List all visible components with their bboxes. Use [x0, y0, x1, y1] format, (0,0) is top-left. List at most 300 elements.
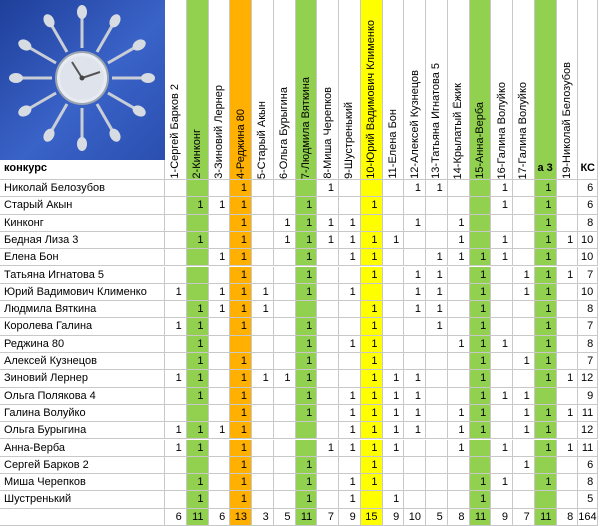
- score-cell: [535, 491, 557, 508]
- score-cell: [317, 422, 339, 439]
- score-cell: [209, 457, 231, 474]
- row-name: Зиновий Лернер: [0, 370, 165, 387]
- score-cell: [426, 336, 448, 353]
- score-cell: [187, 249, 209, 266]
- score-cell: 1: [230, 457, 252, 474]
- score-cell: 1: [339, 284, 361, 301]
- score-cell: 1: [448, 405, 470, 422]
- score-cell: [296, 440, 318, 457]
- column-header[interactable]: [491, 0, 513, 180]
- column-header-label: 11-Елена Бон: [386, 109, 399, 179]
- score-cell: [404, 457, 426, 474]
- score-cell: 1: [426, 301, 448, 318]
- score-cell: 8: [578, 474, 598, 491]
- column-header-label: 17-Галина Волуйко: [517, 81, 530, 179]
- score-cell: 1: [187, 301, 209, 318]
- column-header-label: 14-Крылатый Ёжик: [452, 82, 465, 179]
- column-header-label: 16-Галина Волуйко: [495, 81, 508, 179]
- score-cell: 1: [535, 370, 557, 387]
- score-cell: 1: [339, 474, 361, 491]
- column-header-label: 2-Кинконг: [191, 129, 204, 179]
- score-cell: [317, 388, 339, 405]
- score-cell: [448, 388, 470, 405]
- score-cell: 1: [361, 388, 383, 405]
- score-cell: [383, 474, 405, 491]
- score-cell: 1: [230, 215, 252, 232]
- score-cell: [361, 491, 383, 508]
- column-header[interactable]: [448, 0, 470, 180]
- score-cell: 1: [296, 267, 318, 284]
- score-cell: 1: [209, 422, 231, 439]
- total-cell: 13: [230, 509, 252, 526]
- score-cell: 1: [404, 267, 426, 284]
- column-header[interactable]: [252, 0, 274, 180]
- score-cell: 1: [361, 336, 383, 353]
- score-cell: [383, 267, 405, 284]
- score-cell: 1: [470, 336, 492, 353]
- score-cell: [274, 284, 296, 301]
- score-cell: 7: [578, 267, 598, 284]
- total-cell: 7: [513, 509, 535, 526]
- score-cell: 1: [209, 197, 231, 214]
- score-cell: 1: [165, 422, 187, 439]
- score-cell: 1: [209, 284, 231, 301]
- row-name: Елена Бон: [0, 249, 165, 266]
- total-cell: 11: [296, 509, 318, 526]
- score-cell: 1: [296, 405, 318, 422]
- score-cell: 1: [230, 405, 252, 422]
- score-cell: [448, 267, 470, 284]
- row-name: Анна-Верба: [0, 440, 165, 457]
- row-name: Ольга Бурыгина: [0, 422, 165, 439]
- total-cell: 10: [404, 509, 426, 526]
- score-cell: [383, 197, 405, 214]
- score-cell: [513, 215, 535, 232]
- score-cell: 10: [578, 232, 598, 249]
- column-header[interactable]: [296, 0, 318, 180]
- score-cell: 1: [470, 267, 492, 284]
- score-cell: [361, 180, 383, 197]
- score-cell: 1: [404, 301, 426, 318]
- score-cell: [274, 301, 296, 318]
- score-cell: 1: [470, 249, 492, 266]
- score-cell: [383, 249, 405, 266]
- score-cell: 1: [513, 457, 535, 474]
- score-cell: [274, 422, 296, 439]
- score-cell: [252, 440, 274, 457]
- score-cell: [426, 457, 448, 474]
- column-header-label: 6-Ольга Бурыгина: [278, 86, 291, 179]
- score-cell: 1: [187, 422, 209, 439]
- score-cell: 1: [187, 197, 209, 214]
- score-cell: [448, 318, 470, 335]
- score-cell: [165, 301, 187, 318]
- score-cell: 1: [383, 370, 405, 387]
- score-cell: [513, 232, 535, 249]
- score-cell: 1: [317, 440, 339, 457]
- score-cell: 10: [578, 249, 598, 266]
- score-cell: [470, 197, 492, 214]
- row-name: Сергей Барков 2: [0, 457, 165, 474]
- column-header[interactable]: [513, 0, 535, 180]
- column-header[interactable]: [230, 0, 252, 180]
- score-cell: [252, 197, 274, 214]
- column-header[interactable]: [535, 0, 557, 180]
- score-cell: [209, 232, 231, 249]
- score-cell: [491, 318, 513, 335]
- score-cell: [513, 180, 535, 197]
- score-cell: 1: [187, 353, 209, 370]
- score-cell: 1: [535, 440, 557, 457]
- score-cell: [383, 353, 405, 370]
- score-cell: 1: [252, 284, 274, 301]
- score-cell: [209, 440, 231, 457]
- score-cell: 1: [296, 474, 318, 491]
- score-cell: [252, 336, 274, 353]
- clock-icon: [0, 0, 165, 160]
- score-cell: 1: [491, 388, 513, 405]
- score-cell: 1: [230, 249, 252, 266]
- score-cell: 1: [535, 215, 557, 232]
- score-cell: [317, 197, 339, 214]
- score-cell: [535, 457, 557, 474]
- column-header[interactable]: [361, 0, 383, 180]
- score-cell: [165, 180, 187, 197]
- score-cell: [252, 491, 274, 508]
- score-cell: 1: [339, 388, 361, 405]
- score-cell: 1: [491, 180, 513, 197]
- score-cell: 1: [426, 249, 448, 266]
- score-cell: [470, 457, 492, 474]
- score-cell: [209, 405, 231, 422]
- score-cell: [404, 232, 426, 249]
- total-cell: 9: [339, 509, 361, 526]
- score-cell: [317, 301, 339, 318]
- score-cell: [426, 491, 448, 508]
- score-cell: [383, 180, 405, 197]
- score-cell: [448, 180, 470, 197]
- score-cell: [317, 353, 339, 370]
- score-cell: 1: [361, 232, 383, 249]
- score-cell: [252, 180, 274, 197]
- score-cell: [317, 457, 339, 474]
- column-header[interactable]: [339, 0, 361, 180]
- score-cell: [165, 215, 187, 232]
- column-header-label: 3-Зиновий Лернер: [212, 85, 225, 179]
- score-cell: [557, 388, 579, 405]
- score-cell: 1: [230, 370, 252, 387]
- score-cell: [274, 405, 296, 422]
- score-cell: 1: [165, 284, 187, 301]
- score-cell: 8: [578, 301, 598, 318]
- score-cell: 1: [296, 249, 318, 266]
- score-cell: 1: [470, 370, 492, 387]
- score-cell: [252, 318, 274, 335]
- score-cell: [252, 405, 274, 422]
- score-cell: 1: [274, 232, 296, 249]
- score-cell: 1: [513, 422, 535, 439]
- score-cell: 1: [230, 232, 252, 249]
- score-cell: 1: [187, 491, 209, 508]
- total-cell: 11: [187, 509, 209, 526]
- score-cell: [165, 405, 187, 422]
- score-cell: [404, 249, 426, 266]
- score-cell: [165, 197, 187, 214]
- score-cell: [448, 284, 470, 301]
- row-name: Николай Белозубов: [0, 180, 165, 197]
- score-cell: 1: [230, 388, 252, 405]
- score-cell: [339, 301, 361, 318]
- score-cell: 1: [361, 457, 383, 474]
- score-cell: 1: [470, 422, 492, 439]
- score-cell: [274, 336, 296, 353]
- row-name: Королева Галина: [0, 318, 165, 335]
- score-cell: [557, 197, 579, 214]
- score-cell: [209, 336, 231, 353]
- score-cell: 6: [578, 457, 598, 474]
- score-cell: 1: [383, 388, 405, 405]
- score-cell: [209, 215, 231, 232]
- score-cell: 1: [187, 388, 209, 405]
- score-cell: [383, 284, 405, 301]
- score-cell: [274, 388, 296, 405]
- score-cell: [296, 301, 318, 318]
- score-cell: 1: [361, 301, 383, 318]
- score-cell: [557, 422, 579, 439]
- score-cell: 1: [448, 422, 470, 439]
- score-cell: 1: [230, 491, 252, 508]
- score-cell: [470, 215, 492, 232]
- row-name: Юрий Вадимович Клименко: [0, 284, 165, 301]
- score-cell: 1: [296, 232, 318, 249]
- column-header-label: 13-Татьяна Игнатова 5: [430, 63, 443, 179]
- score-cell: [252, 388, 274, 405]
- score-cell: 1: [535, 180, 557, 197]
- score-cell: 1: [535, 232, 557, 249]
- score-cell: 1: [448, 249, 470, 266]
- column-header[interactable]: [404, 0, 426, 180]
- score-cell: [274, 249, 296, 266]
- row-name: Бедная Лиза 3: [0, 232, 165, 249]
- score-cell: 1: [296, 457, 318, 474]
- score-cell: [383, 301, 405, 318]
- totals-label: [0, 509, 165, 526]
- score-cell: 1: [448, 440, 470, 457]
- score-cell: [209, 474, 231, 491]
- score-cell: [383, 457, 405, 474]
- score-cell: [339, 353, 361, 370]
- score-cell: [426, 440, 448, 457]
- score-cell: 1: [535, 318, 557, 335]
- score-cell: [557, 215, 579, 232]
- score-cell: 1: [230, 301, 252, 318]
- score-cell: 1: [535, 353, 557, 370]
- score-cell: [252, 353, 274, 370]
- score-cell: [274, 474, 296, 491]
- score-cell: 1: [448, 336, 470, 353]
- score-cell: 1: [383, 491, 405, 508]
- column-header-label: а 3: [537, 162, 553, 174]
- score-cell: [470, 180, 492, 197]
- score-cell: 12: [578, 422, 598, 439]
- total-cell: 8: [557, 509, 579, 526]
- column-header[interactable]: [383, 0, 405, 180]
- score-cell: [557, 457, 579, 474]
- score-cell: [339, 370, 361, 387]
- score-cell: 1: [165, 318, 187, 335]
- column-header[interactable]: [187, 0, 209, 180]
- score-cell: [491, 353, 513, 370]
- score-cell: 1: [339, 491, 361, 508]
- score-cell: 1: [339, 215, 361, 232]
- score-cell: 1: [491, 197, 513, 214]
- score-cell: 1: [230, 318, 252, 335]
- score-cell: 1: [296, 353, 318, 370]
- score-cell: 1: [274, 215, 296, 232]
- score-cell: 8: [578, 336, 598, 353]
- score-cell: 5: [578, 491, 598, 508]
- score-cell: [252, 215, 274, 232]
- score-cell: [361, 284, 383, 301]
- score-cell: [383, 215, 405, 232]
- score-cell: [252, 457, 274, 474]
- score-cell: [165, 232, 187, 249]
- total-cell: 7: [317, 509, 339, 526]
- column-header-label: КС: [580, 162, 595, 174]
- score-cell: 1: [383, 232, 405, 249]
- total-cell: 6: [165, 509, 187, 526]
- score-cell: 1: [296, 215, 318, 232]
- score-cell: 1: [383, 422, 405, 439]
- total-cell: 11: [470, 509, 492, 526]
- score-cell: 9: [578, 388, 598, 405]
- score-cell: [557, 353, 579, 370]
- column-header[interactable]: [426, 0, 448, 180]
- score-cell: 1: [383, 440, 405, 457]
- column-header[interactable]: [557, 0, 579, 180]
- score-cell: 1: [513, 388, 535, 405]
- score-cell: [252, 422, 274, 439]
- score-cell: 1: [187, 232, 209, 249]
- score-cell: 1: [470, 284, 492, 301]
- score-cell: [448, 197, 470, 214]
- score-cell: 1: [230, 353, 252, 370]
- score-cell: [491, 422, 513, 439]
- score-cell: [491, 301, 513, 318]
- score-cell: 1: [252, 301, 274, 318]
- score-cell: [274, 318, 296, 335]
- score-cell: [230, 336, 252, 353]
- score-cell: [209, 491, 231, 508]
- score-cell: [491, 491, 513, 508]
- column-header-label: 7-Людмила Вяткина: [299, 76, 312, 179]
- score-cell: [274, 197, 296, 214]
- score-cell: [296, 422, 318, 439]
- score-cell: 1: [361, 422, 383, 439]
- score-cell: [274, 180, 296, 197]
- score-cell: [209, 370, 231, 387]
- column-header[interactable]: [317, 0, 339, 180]
- score-cell: 1: [339, 232, 361, 249]
- score-cell: [491, 370, 513, 387]
- score-cell: [426, 215, 448, 232]
- score-cell: 1: [361, 370, 383, 387]
- score-cell: 1: [470, 405, 492, 422]
- score-cell: 1: [448, 232, 470, 249]
- score-cell: 1: [470, 474, 492, 491]
- column-header-label: 8-Миша Черепков: [321, 87, 334, 179]
- score-cell: 1: [165, 440, 187, 457]
- score-cell: 12: [578, 370, 598, 387]
- score-cell: [317, 249, 339, 266]
- score-cell: [448, 353, 470, 370]
- column-header[interactable]: [274, 0, 296, 180]
- score-cell: [296, 180, 318, 197]
- score-cell: 1: [230, 267, 252, 284]
- score-cell: [274, 491, 296, 508]
- score-cell: [209, 388, 231, 405]
- score-cell: 1: [187, 474, 209, 491]
- score-cell: [404, 336, 426, 353]
- score-cell: 1: [230, 197, 252, 214]
- total-cell: 9: [491, 509, 513, 526]
- score-cell: [274, 457, 296, 474]
- column-header[interactable]: [209, 0, 231, 180]
- score-cell: 1: [426, 318, 448, 335]
- row-name: Галина Волуйко: [0, 405, 165, 422]
- score-cell: 1: [317, 180, 339, 197]
- row-name: Старый Акын: [0, 197, 165, 214]
- column-header-label: 10-Юрий Вадимович Клименко: [365, 20, 378, 179]
- score-cell: 1: [296, 388, 318, 405]
- row-name: Шустренький: [0, 491, 165, 508]
- score-cell: 1: [230, 440, 252, 457]
- score-cell: 10: [578, 284, 598, 301]
- score-cell: 1: [557, 267, 579, 284]
- row-name: Ольга Полякова 4: [0, 388, 165, 405]
- score-cell: 1: [383, 405, 405, 422]
- score-cell: [557, 474, 579, 491]
- score-cell: [209, 353, 231, 370]
- score-cell: [448, 474, 470, 491]
- column-header[interactable]: [470, 0, 492, 180]
- score-cell: 1: [491, 232, 513, 249]
- score-cell: [209, 180, 231, 197]
- score-cell: 1: [491, 474, 513, 491]
- score-cell: [448, 457, 470, 474]
- score-cell: [339, 180, 361, 197]
- score-cell: 1: [470, 353, 492, 370]
- score-cell: [426, 474, 448, 491]
- score-cell: [187, 267, 209, 284]
- score-cell: 1: [535, 405, 557, 422]
- column-header[interactable]: [165, 0, 187, 180]
- score-cell: 1: [535, 301, 557, 318]
- score-cell: [426, 422, 448, 439]
- score-cell: 1: [317, 232, 339, 249]
- column-header-label: 1-Сергей Барков 2: [169, 84, 182, 179]
- score-cell: [252, 267, 274, 284]
- score-cell: 1: [361, 440, 383, 457]
- score-cell: [513, 474, 535, 491]
- score-cell: [252, 232, 274, 249]
- score-cell: 1: [339, 422, 361, 439]
- score-cell: 1: [404, 284, 426, 301]
- score-cell: 1: [535, 474, 557, 491]
- column-header[interactable]: [578, 0, 598, 180]
- score-cell: 1: [187, 318, 209, 335]
- total-cell: 5: [274, 509, 296, 526]
